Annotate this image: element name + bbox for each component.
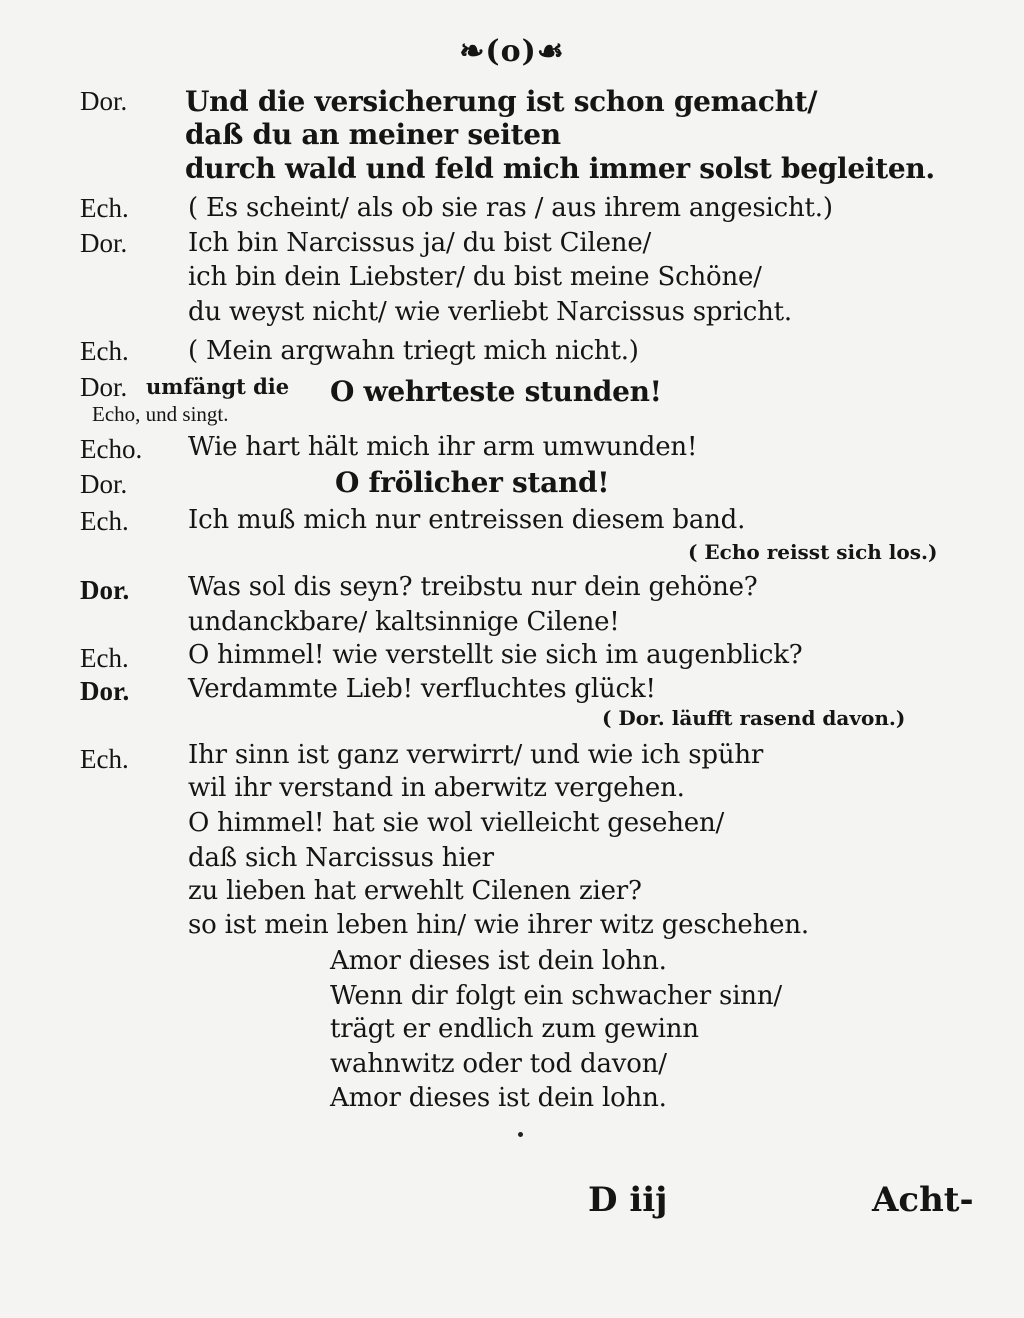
speaker-ech: Ech. [80,643,129,673]
speaker-ech: Ech. [80,506,129,536]
song-line: Amor dieses ist dein lohn. [330,1083,667,1113]
verse-line: wil ihr verstand in aberwitz vergehen. [188,773,685,803]
speaker-ech: Ech. [80,336,129,366]
song-line: Wenn dir folgt ein schwacher sinn/ [330,981,782,1011]
speaker-dor: Dor. [80,575,130,605]
verse-line: Und die versicherung ist schon gemacht/ [185,85,818,118]
verse-line: Was sol dis seyn? treibstu nur dein gehöne? [188,572,758,602]
catchword: Acht- [872,1180,974,1220]
verse-line: O wehrteste stunden! [330,375,662,408]
verse-line: undanckbare/ kaltsinnige Cilene! [188,607,620,637]
song-line: trägt er endlich zum gewinn [330,1014,699,1044]
stage-direction: ( Echo reisst sich los.) [688,540,938,564]
verse-line: zu lieben hat erwehlt Cilenen zier? [188,876,642,906]
verse-line: Ich bin Narcissus ja/ du bist Cilene/ [188,228,652,258]
verse-line: Wie hart hält mich ihr arm umwunden! [188,432,698,462]
speaker-ech: Ech. [80,193,129,223]
page-ornament: ❧(o)☙ [459,34,565,69]
ink-dot [518,1132,523,1137]
stage-aside: ( Es scheint/ als ob sie ras / aus ihrem angesicht.) [188,193,833,223]
stage-aside: ( Mein argwahn triegt mich nicht.) [188,336,639,366]
speaker-dor: Dor. [80,86,128,116]
stage-direction: umfängt die [146,374,290,399]
speaker-dor: Dor. [80,228,128,258]
verse-line: durch wald und feld mich immer solst begleiten. [185,152,935,185]
verse-line: so ist mein leben hin/ wie ihrer witz geschehen. [188,910,809,940]
song-line: Amor dieses ist dein lohn. [330,946,667,976]
verse-line: O frölicher stand! [335,466,610,499]
verse-line: daß du an meiner seiten [185,118,561,151]
speaker-dor: Dor. [80,372,128,402]
verse-line: Ich muß mich nur entreissen diesem band. [188,505,746,535]
song-line: wahnwitz oder tod davon/ [330,1049,667,1079]
verse-line: O himmel! wie verstellt sie sich im augenblick? [188,640,803,670]
verse-line: Verdammte Lieb! verfluchtes glück! [188,674,656,704]
speaker-dor: Dor. [80,676,130,706]
speaker-echo: Echo. [80,434,143,464]
stage-direction: ( Dor. läufft rasend davon.) [602,706,906,730]
signature-mark: D iij [588,1180,668,1220]
speaker-ech: Ech. [80,744,129,774]
verse-line: O himmel! hat sie wol vielleicht gesehen/ [188,808,725,838]
stage-direction: Echo, und singt. [92,402,229,426]
verse-line: daß sich Narcissus hier [188,843,494,873]
verse-line: ich bin dein Liebster/ du bist meine Schöne/ [188,262,762,292]
verse-line: Ihr sinn ist ganz verwirrt/ und wie ich spühr [188,740,764,770]
speaker-dor: Dor. [80,469,128,499]
verse-line: du weyst nicht/ wie verliebt Narcissus spricht. [188,297,792,327]
